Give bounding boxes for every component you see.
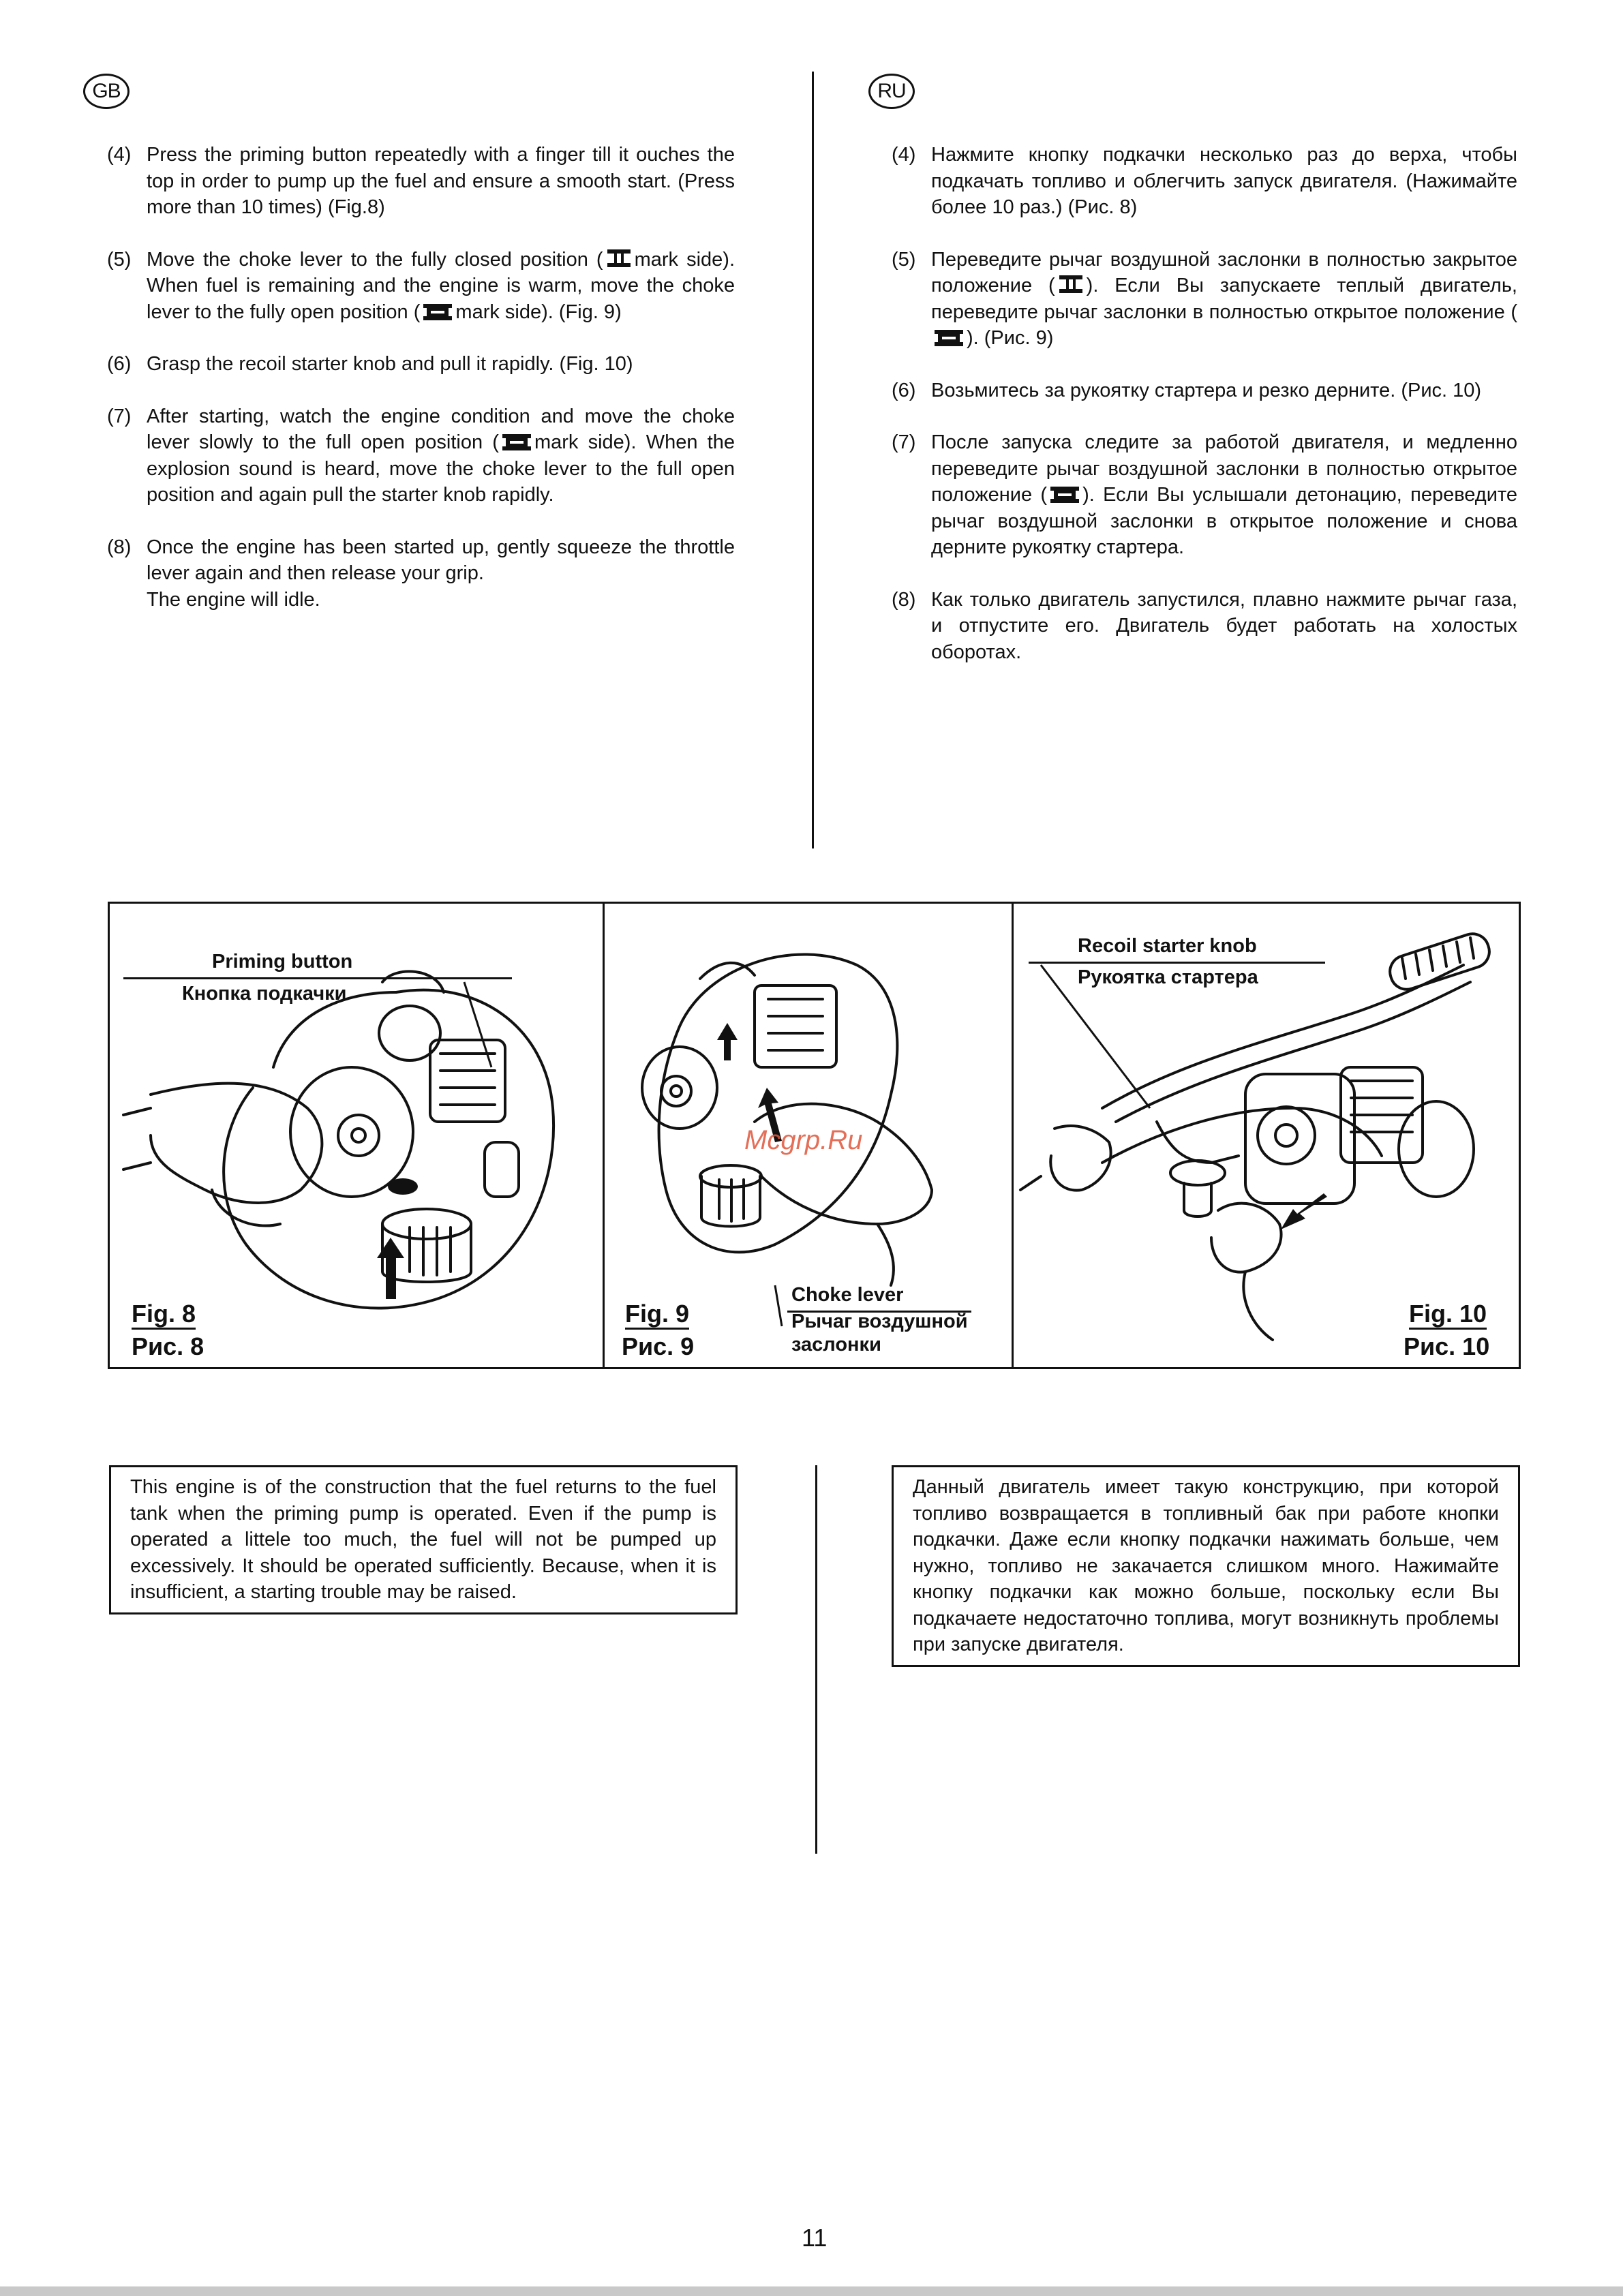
step-text-part: mark side). (Fig. 9) xyxy=(455,301,622,323)
choke-closed-icon xyxy=(606,248,632,269)
step-text: Как только двигатель запустился, плавно нажмите рычаг газа, и отпустите его. Двигатель будет работать на холостых оборотах. xyxy=(931,588,1517,663)
column-divider-top xyxy=(812,72,814,848)
step-number: (8) xyxy=(892,588,916,611)
step-text xyxy=(931,247,1517,352)
step-text xyxy=(147,247,735,326)
choke-closed-icon xyxy=(1058,274,1084,294)
gb-language-badge: GB xyxy=(83,74,130,109)
step-text-part: Move the choke lever to the fully closed position ( xyxy=(147,248,603,271)
choke-open-icon xyxy=(1050,486,1080,504)
step-number: (4) xyxy=(892,144,916,166)
ru-step-7 xyxy=(892,429,1517,561)
fig8-engine-illustration xyxy=(110,904,603,1367)
choke-open-icon xyxy=(502,433,532,451)
step-text-part: ). Если Вы запускаете теплый двигатель, переведите рычаг заслонки в полностью открытое положение ( xyxy=(931,275,1517,323)
recoil-starter-callout-en: Recoil starter knob xyxy=(1078,935,1257,957)
fig9-label-ru: Рис. 9 xyxy=(622,1332,695,1360)
step-text-part: ). Если Вы услышали детонацию, переведите рычаг воздушной заслонки в открытое положение и снова дерните рукоятку стартера. xyxy=(931,484,1517,558)
note-box-ru: Данный двигатель имеет такую конструкцию, при которой топливо возвращается в топливный бак при работе кнопки подкачки. Даже если кнопку подкачки нажимать больше, чем нужно, топливо не закачается слишком много. Нажимайте кнопку подкачки как можно больше, поскольку если Вы подкачаете недостаточно топлива, могут возникнуть проблемы при запуске двигателя. xyxy=(892,1465,1520,1667)
step-text xyxy=(147,534,735,613)
step-text-part: mark side). When fuel is remaining and the engine is warm, move the choke lever to the fully open position ( xyxy=(147,248,735,323)
ru-language-badge: RU xyxy=(868,74,915,109)
fig10-label-ru: Рис. 10 xyxy=(1404,1332,1490,1360)
choke-lever-callout-ru-line1: Рычаг воздушной xyxy=(791,1311,968,1332)
ru-step-5 xyxy=(892,247,1517,352)
step-number: (5) xyxy=(892,248,916,271)
priming-button-callout-ru: Кнопка подкачки xyxy=(182,983,347,1005)
step-text-part: After starting, watch the engine condition and move the choke lever slowly to the full open position ( xyxy=(147,405,735,453)
choke-lever-callout-ru-line2: заслонки xyxy=(791,1334,881,1356)
fig8-label-en xyxy=(132,1299,196,1329)
step-text: Нажмите кнопку подкачки несколько раз до верха, чтобы подкачать топливо и облегчить запуск двигателя. (Нажимайте более 10 раз.) (Рис. 8) xyxy=(931,144,1517,218)
step-number: (7) xyxy=(892,431,916,453)
step-text xyxy=(147,403,735,508)
choke-open-icon xyxy=(934,329,964,347)
ru-step-4 xyxy=(892,142,1517,221)
ru-steps xyxy=(892,142,1517,691)
note-box-en: This engine is of the construction that the fuel returns to the fuel tank when the priming pump is operated. Even if the pump is operated a littele too much, the fuel will not be pumped up excessively. It should be operated sufficiently. Because, when it is insufficient, a starting trouble may be raised. xyxy=(109,1465,738,1614)
step-text: Grasp the recoil starter knob and pull it rapidly. (Fig. 10) xyxy=(147,353,633,375)
fig10-trimmer-illustration xyxy=(1014,904,1517,1367)
fig9-label-en xyxy=(625,1299,689,1329)
en-step-5 xyxy=(107,247,735,326)
choke-lever-callout-ru xyxy=(791,1310,968,1356)
fig10-label-en-text: Fig. 10 xyxy=(1409,1300,1487,1330)
ru-step-6 xyxy=(892,378,1517,404)
figure-8 xyxy=(110,904,605,1367)
en-step-6 xyxy=(107,351,735,378)
priming-button-callout-en: Priming button xyxy=(212,951,353,973)
figure-10 xyxy=(1014,904,1519,1367)
step-text-part: После запуска следите за работой двигателя, и медленно переведите рычаг воздушной заслонки в полностью открытое положение ( xyxy=(931,431,1517,506)
fig9-label-en-text: Fig. 9 xyxy=(625,1300,689,1330)
ru-step-8 xyxy=(892,587,1517,666)
watermark-text: Mcgrp.Ru xyxy=(744,1125,863,1155)
step-text-part: The engine will idle. xyxy=(147,588,320,611)
column-divider-bottom xyxy=(815,1465,817,1854)
step-text-part: mark side). When the explosion sound is heard, move the choke lever to the full open position and again pull the starter knob rapidly. xyxy=(147,431,735,506)
step-text: Возьмитесь за рукоятку стартера и резко дерните. (Рис. 10) xyxy=(931,379,1482,401)
choke-lever-callout-en: Choke lever xyxy=(791,1284,904,1306)
scan-bottom-edge xyxy=(0,2286,1623,2296)
figures-panel xyxy=(108,902,1521,1369)
fig8-label-en-text: Fig. 8 xyxy=(132,1300,196,1330)
step-text-part: ). (Рис. 9) xyxy=(967,327,1054,349)
step-number: (6) xyxy=(892,379,916,401)
choke-open-icon xyxy=(423,303,453,321)
en-step-8 xyxy=(107,534,735,613)
step-text: Press the priming button repeatedly with a finger till it ouches the top in order to pump up the fuel and ensure a smooth start. (Press more than 10 times) (Fig.8) xyxy=(147,144,735,218)
step-number: (4) xyxy=(107,144,132,166)
en-step-7 xyxy=(107,403,735,508)
en-steps xyxy=(107,142,735,639)
en-step-4 xyxy=(107,142,735,221)
step-number: (5) xyxy=(107,248,132,271)
step-number: (7) xyxy=(107,405,132,427)
step-number: (6) xyxy=(107,353,132,375)
step-text xyxy=(931,429,1517,561)
step-text-part: Once the engine has been started up, gently squeeze the throttle lever again and then release your grip. xyxy=(147,536,735,584)
recoil-starter-callout-ru: Рукоятка стартера xyxy=(1078,966,1258,988)
fig10-label-en xyxy=(1409,1299,1487,1329)
fig8-label-ru: Рис. 8 xyxy=(132,1332,204,1360)
page-number: 11 xyxy=(802,2224,828,2252)
step-number: (8) xyxy=(107,536,132,558)
figure-9 xyxy=(605,904,1014,1367)
step-text-part: Переведите рычаг воздушной заслонки в полностью закрытое положение ( xyxy=(931,248,1517,296)
